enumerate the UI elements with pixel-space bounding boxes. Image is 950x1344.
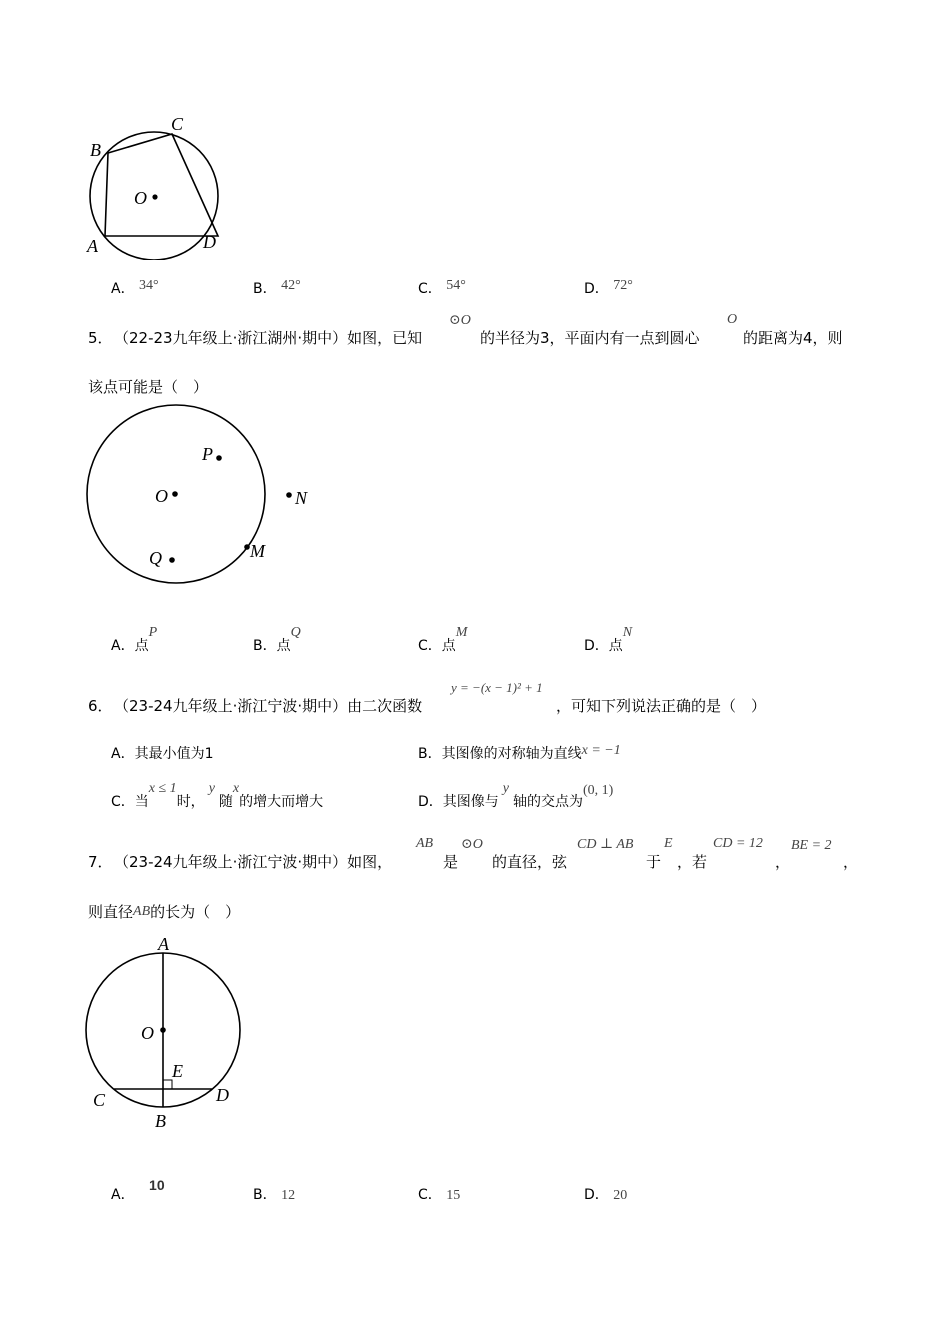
q5-source: （22-23九年级上·浙江湖州·期中）如图，已知	[114, 329, 423, 347]
q5-point-o	[172, 491, 178, 497]
q5-text-a: 的半径为3，平面内有一点到圆心	[480, 329, 700, 347]
q4-label-o: O	[134, 188, 147, 208]
q6-option-b[interactable]: B．其图像的对称轴为直线x = −1	[418, 743, 621, 762]
q7-line2: 则直径AB的长为（ ）	[88, 903, 241, 921]
q5-line2: 该点可能是（ ）	[88, 378, 209, 396]
q6-tail: ，可知下列说法正确的是（ ）	[556, 697, 767, 715]
q6-option-a[interactable]: A．其最小值为1	[111, 746, 214, 762]
q6-number: 6．	[88, 697, 113, 715]
q7-m-e: E	[664, 836, 673, 851]
q5-point-n	[286, 492, 292, 498]
q5-point-m	[244, 544, 250, 550]
q7-label-a: A	[158, 934, 169, 954]
q7-option-a[interactable]: A． 10	[111, 1177, 165, 1203]
q5-label-p: P	[202, 444, 213, 464]
q5-label-o: O	[155, 486, 168, 506]
q4-center-dot	[152, 194, 157, 199]
q6-source: （23-24九年级上·浙江宁波·期中）由二次函数	[114, 697, 423, 715]
q7-m-circle: ⊙O	[461, 837, 483, 852]
q4-figure	[80, 110, 240, 260]
q5-option-d[interactable]: D．点N	[584, 625, 633, 654]
q7-number: 7．	[88, 853, 113, 871]
q5-option-a[interactable]: A．点P	[111, 625, 158, 654]
q4-label-d: D	[203, 232, 216, 252]
q7-label-b: B	[155, 1111, 166, 1131]
q7-m-perp: CD ⊥ AB	[577, 837, 634, 852]
q5-text-b: 的距离为4，则	[743, 329, 843, 347]
q7-label-e: E	[172, 1061, 183, 1081]
q7-comma1: ，	[775, 853, 791, 871]
q7-m-ab: AB	[416, 836, 434, 851]
q4-label-b: B	[90, 140, 101, 160]
q4-quadrilateral	[105, 134, 218, 236]
q5-circle-symbol: ⊙O	[449, 313, 471, 328]
q5-point-q	[169, 557, 175, 563]
q7-option-d[interactable]: D． 20	[584, 1187, 628, 1203]
q7-m-cd: CD = 12	[713, 836, 763, 851]
q7-label-c: C	[93, 1090, 106, 1110]
q6-formula: y = −(x − 1)² + 1	[451, 680, 543, 695]
q5-point-p	[216, 455, 222, 461]
q7-comma2: ，	[843, 853, 859, 871]
q5-figure	[80, 400, 330, 600]
q5-label-m: M	[250, 541, 265, 561]
q4-option-d[interactable]: D． 72°	[584, 278, 633, 297]
q5-center-var: O	[727, 312, 738, 327]
q5-number: 5．	[88, 329, 113, 347]
q6-option-c[interactable]: C．当x ≤ 1时，y随x的增大而增大	[111, 781, 324, 810]
q7-center-dot	[160, 1027, 166, 1033]
q7-t-is: 是	[443, 853, 459, 871]
q7-m-be: BE = 2	[791, 838, 832, 853]
q7-source: （23-24九年级上·浙江宁波·期中）如图，	[114, 853, 393, 871]
q4-label-c: C	[171, 114, 184, 134]
q4-label-a: A	[87, 236, 98, 256]
q7-t-at: 于	[646, 853, 662, 871]
q4-option-c[interactable]: C． 54°	[418, 278, 466, 297]
q7-t-diam: 的直径，弦	[492, 853, 568, 871]
q4-option-b[interactable]: B． 42°	[253, 278, 301, 297]
q5-label-n: N	[295, 488, 308, 508]
q7-figure	[80, 930, 260, 1135]
q5-option-c[interactable]: C．点M	[418, 625, 468, 654]
q7-option-b[interactable]: B． 12	[253, 1187, 296, 1203]
q5-option-b[interactable]: B．点Q	[253, 625, 301, 654]
q7-right-angle-mark	[163, 1080, 172, 1089]
q7-label-d: D	[216, 1085, 229, 1105]
q4-option-a[interactable]: A． 34°	[111, 278, 159, 297]
q7-label-o: O	[141, 1023, 154, 1043]
q7-option-c[interactable]: C． 15	[418, 1187, 461, 1203]
q6-option-d[interactable]: D．其图像与y轴的交点为(0, 1)	[418, 781, 614, 810]
q7-t-if: ，若	[677, 853, 708, 871]
q5-label-q: Q	[149, 548, 162, 568]
